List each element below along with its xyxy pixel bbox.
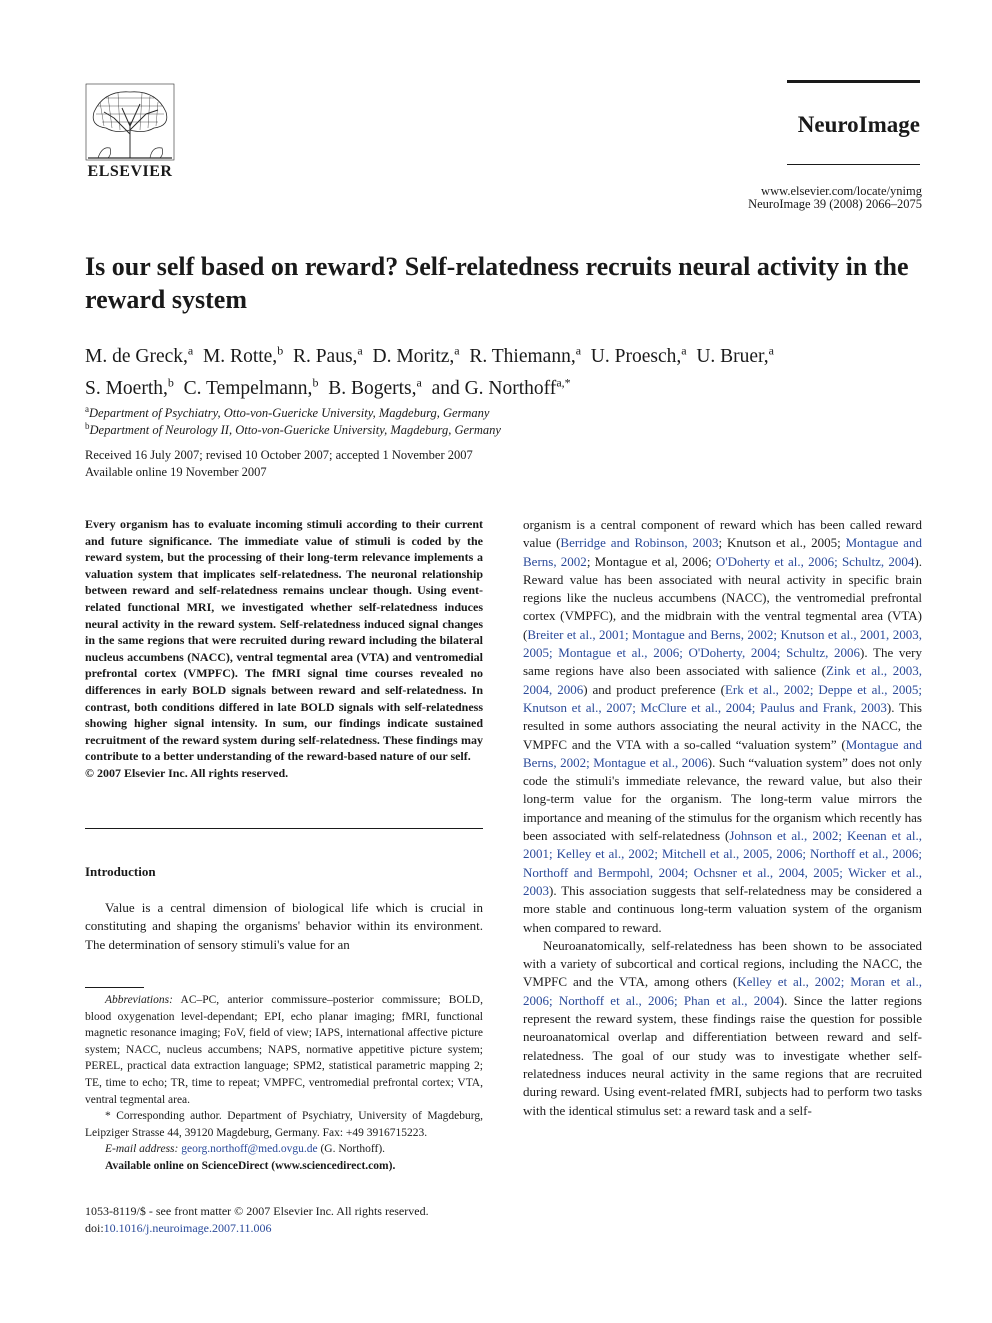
masthead-bottom-rule bbox=[787, 164, 920, 165]
section-heading-introduction: Introduction bbox=[85, 864, 156, 879]
citation-link[interactable]: Zink et al., 2003, 2004, 2006 bbox=[523, 663, 922, 697]
affiliation-b: $^b$Department of Neurology II, Otto-von-Guericke University, Magdeburg, Germany bbox=[85, 421, 501, 438]
author-list bbox=[85, 337, 925, 402]
author: D. Moritz,$^a$ bbox=[372, 343, 460, 367]
abbreviations-footnote: Abbreviations: AC–PC, anterior commissure–posterior commissure; BOLD, blood oxygenation level-dependant; EPI, echo planar imaging; fMRI, functional magnetic resonance imaging; FoV, field of view; IAPS, international affective picture system; NACC, nucleus accumbens; NAPS, normative appetitive picture system; PEREL, practical data extraction language; SPM2, statistical parametric mapping 2; TE, time to echo; TR, time to repeat; VMPFC, ventromedial prefrontal cortex; VTA, ventral tegmental area. bbox=[85, 994, 483, 1106]
citation-link[interactable]: Erk et al., 2002; Deppe et al., 2005; Knutson et al., 2007; McClure et al., 2004; Paulus and Frank, 2003 bbox=[523, 681, 923, 715]
intro-paragraph: Value is a central dimension of biological life which is crucial in constituting and shaping the organisms' behavior within its environment. The determination of sensory stimuli's value for an bbox=[85, 900, 483, 952]
masthead-top-rule bbox=[787, 80, 920, 83]
doi-link[interactable]: 10.1016/j.neuroimage.2007.11.006 bbox=[103, 1221, 272, 1235]
paragraph-text: ). Reward value has been associated with neural activity in specific brain regions like the nucleus accumbens (NACC), the ventromedial prefrontal cortex (VMPFC), and the midbrain with the ventral tegmental area (VTA) ( bbox=[523, 553, 922, 642]
paragraph-text: ; Montague et al, 2006; bbox=[586, 553, 716, 569]
paragraph-text: organism is a central component of reward which has been called reward value ( bbox=[523, 517, 922, 551]
sciencedirect-note: Available online on ScienceDirect (www.sciencedirect.com). bbox=[105, 1159, 396, 1172]
paragraph-text: ) and product preference ( bbox=[583, 681, 725, 697]
journal-citation: NeuroImage 39 (2008) 2066–2075 bbox=[748, 197, 922, 211]
author: C. Tempelmann,$^b$ bbox=[183, 375, 319, 399]
citation-link[interactable]: Breiter et al., 2001; Montague and Berns, 2002; Knutson et al., 2001, 2003, 2005; Montague et al., 2006; O'Doherty, 2004; Schultz, 2006 bbox=[523, 626, 922, 661]
publisher-name: ELSEVIER bbox=[87, 163, 173, 180]
paragraph-text: ). Since the latter regions represent the reward system, these findings raise the question for possible neuroanatomical overlap and differentiation between reward and self-relatedness. The goal of our study was to investigate whether self-relatedness induces neural activity in the same regions that are recruited during reward. Using event-related fMRI, subjects had to perform two tasks with the identical stimulus set: a reward task and a self- bbox=[523, 992, 922, 1118]
citation-link[interactable]: Berridge and Robinson, 2003 bbox=[560, 535, 719, 551]
intro-right-column bbox=[523, 516, 922, 1120]
paragraph-text: Neuroanatomically, self-relatedness has been shown to be associated with a variety of subcortical and cortical regions, including the NACC, the VMPFC and the VTA, among others ( bbox=[523, 937, 922, 990]
citation-link[interactable]: Montague and Berns, 2002; Montague et al., 2006 bbox=[523, 736, 922, 770]
paragraph-text: ; Knutson et al., 2005; bbox=[718, 535, 846, 551]
intro-left-column bbox=[85, 899, 483, 954]
abstract-text: Every organism has to evaluate incoming stimuli according to their current and future significance. The immediate value of stimuli is coded by the reward system, but the processing of their long-term relevance implements a valuation system that implicates self-relatedness. The neuronal relationship between reward and self-relatedness remains unclear though. Using event-related functional MRI, we investigated whether self-relatedness induces neural activity in the reward system. Self-relatedness induced signal changes in the same regions that were recruited during reward including the bilateral nucleus accumbens (NACC), ventral tegmental area (VTA) and ventromedial prefrontal cortex (VMPFC). The fMRI signal time courses revealed no differences in early BOLD signals between reward and self-relatedness. In contrast, both conditions differed in late BOLD signals with self-relatedness showing higher signal intensity. In sum, our findings indicate sustained recruitment of the reward system during self-relatedness. These findings may contribute to a better understanding of the reward-based nature of our self. bbox=[85, 517, 483, 764]
citation-link[interactable]: Montague and Berns, 2002 bbox=[523, 535, 923, 569]
author: U. Proesch,$^a$ bbox=[590, 343, 687, 367]
author: and G. Northoff$^{a,*}$ bbox=[431, 375, 571, 399]
paragraph-text: ). This resulted in some authors associating the neural activity in the NACC, the VMPFC and the VTA with a so-called “valuation system” ( bbox=[523, 699, 922, 752]
author: S. Moerth,$^b$ bbox=[85, 375, 174, 399]
author: B. Bogerts,$^a$ bbox=[328, 375, 422, 399]
article-title: Is our self based on reward? Self-relatedness recruits neural activity in the reward system bbox=[85, 252, 909, 314]
paragraph-text: ). Such “valuation system” does not only code the stimuli's immediate relevance, the reward value, but also their long-term value for the organism. The long-term value mirrors the importance and meaning of the stimulus for the organism which recently has been associated with self-relatedness ( bbox=[523, 754, 922, 844]
intro-paragraph bbox=[523, 937, 922, 1120]
email-footnote: E-mail address: georg.northoff@med.ovgu.de (G. Northoff). bbox=[105, 1143, 386, 1156]
author: R. Thiemann,$^a$ bbox=[469, 343, 582, 367]
intro-paragraph bbox=[523, 516, 922, 937]
journal-name: NeuroImage bbox=[797, 112, 920, 137]
author: U. Bruer,$^a$ bbox=[696, 343, 774, 367]
received-dates: Received 16 July 2007; revised 10 October 2007; accepted 1 November 2007 bbox=[85, 448, 473, 462]
abstract bbox=[85, 516, 483, 782]
paragraph-text: ). The very same regions have also been associated with salience ( bbox=[523, 645, 922, 679]
citation-link[interactable]: Johnson et al., 2002; Keenan et al., 2001; Kelley et al., 2002; Mitchell et al., 2005, 2006; Northoff et al., 2006; Northoff and Bermpohl, 2004; Ochsner et al., 2004, 2005; Wicker et al., 2003 bbox=[523, 828, 922, 898]
corresponding-author-footnote: * Corresponding author. Department of Psychiatry, University of Magdeburg, Leipziger Strasse 44, 39120 Magdeburg, Germany. Fax: +49 3916715223. bbox=[85, 1110, 483, 1139]
email-link[interactable]: georg.northoff@med.ovgu.de bbox=[181, 1143, 318, 1156]
doi-line: doi:10.1016/j.neuroimage.2007.11.006 bbox=[85, 1221, 272, 1235]
author: M. de Greck,$^a$ bbox=[85, 343, 194, 367]
footnotes bbox=[85, 992, 483, 1175]
citation-link[interactable]: O'Doherty et al., 2006; Schultz, 2004 bbox=[715, 553, 915, 569]
footnote-rule bbox=[85, 987, 144, 988]
available-online-date: Available online 19 November 2007 bbox=[85, 465, 267, 479]
citation-link[interactable]: Kelley et al., 2002; Moran et al., 2006; Northoff et al., 2006; Phan et al., 2004 bbox=[523, 974, 923, 1008]
author: M. Rotte,$^b$ bbox=[202, 343, 284, 367]
journal-url[interactable]: www.elsevier.com/locate/ynimg bbox=[761, 184, 922, 198]
abstract-divider bbox=[85, 828, 483, 829]
paragraph-text: ). This association suggests that self-relatedness may be considered a more stable and continuous long-term valuation system of the organism when compared to reward. bbox=[523, 882, 922, 935]
affiliation-a: $^a$Department of Psychiatry, Otto-von-Guericke University, Magdeburg, Germany bbox=[85, 404, 490, 421]
author: R. Paus,$^a$ bbox=[292, 343, 363, 367]
abstract-copyright: © 2007 Elsevier Inc. All rights reserved. bbox=[85, 765, 289, 780]
issn-line: 1053-8119/$ - see front matter © 2007 Elsevier Inc. All rights reserved. bbox=[85, 1204, 429, 1218]
